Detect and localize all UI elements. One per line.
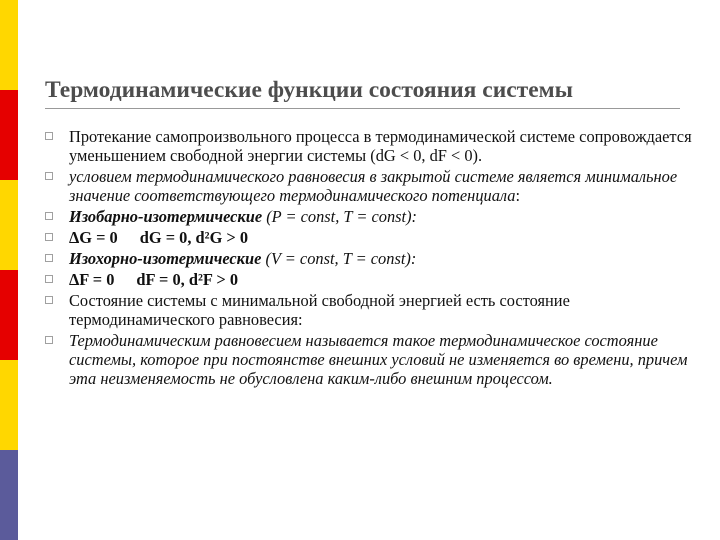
equation-differential: dG = 0, d²G > 0 <box>139 228 249 247</box>
bullet-square-icon <box>45 336 53 344</box>
bullet-text-italic: условием термодинамического равновесия в закрытой системе является минимальное значение соответствующего термодинамического потенциала <box>69 167 678 205</box>
bullet-text-italic: Термодинамическим равновесием называется такое термодинамическое состояние системы, которое при постоянстве внешних условий не изменяется во времени, причем эта неизменяемость не обусловлена каким-либо внешним процессом. <box>69 331 688 388</box>
bullet-item <box>44 228 704 247</box>
bullet-condition: (P = const, T = const): <box>262 207 418 226</box>
side-bar-segment-yellow-2 <box>0 180 18 270</box>
side-bar-segment-red-2 <box>0 270 18 360</box>
bullet-square-icon <box>45 296 53 304</box>
bullet-square-icon <box>45 172 53 180</box>
bullet-text-suffix: : <box>515 186 521 205</box>
bullet-item <box>44 167 704 205</box>
bullet-heading: Изобарно-изотермические <box>69 207 263 226</box>
side-bar-segment-red-1 <box>0 90 18 180</box>
bullet-square-icon <box>45 275 53 283</box>
side-bar-segment-yellow-1 <box>0 0 18 90</box>
slide-title: Термодинамические функции состояния системы <box>45 77 574 103</box>
title-underline <box>45 108 680 109</box>
bullet-square-icon <box>45 233 53 241</box>
bullet-condition: (V = const, T = const): <box>261 249 417 268</box>
equation-delta: ΔF = 0 <box>69 270 115 289</box>
bullet-text: Состояние системы с минимальной свободной энергией есть состояние термодинамического равновесия: <box>69 291 570 329</box>
bullet-item <box>44 291 704 329</box>
equation-delta: ΔG = 0 <box>69 228 118 247</box>
bullet-item <box>44 207 704 226</box>
bullet-item <box>44 270 704 289</box>
bullet-item <box>44 331 704 388</box>
bullet-item <box>44 249 704 268</box>
bullet-square-icon <box>45 254 53 262</box>
bullet-list <box>44 127 704 390</box>
bullet-square-icon <box>45 212 53 220</box>
decorative-side-bar <box>0 0 18 540</box>
side-bar-segment-purple <box>0 450 18 540</box>
bullet-item <box>44 127 704 165</box>
side-bar-segment-yellow-3 <box>0 360 18 450</box>
bullet-text: Протекание самопроизвольного процесса в термодинамической системе сопровождается уменьшением свободной энергии системы (dG < 0, dF < 0). <box>69 127 692 165</box>
bullet-square-icon <box>45 132 53 140</box>
bullet-heading: Изохорно-изотермические <box>69 249 262 268</box>
equation-differential: dF = 0, d²F > 0 <box>136 270 239 289</box>
